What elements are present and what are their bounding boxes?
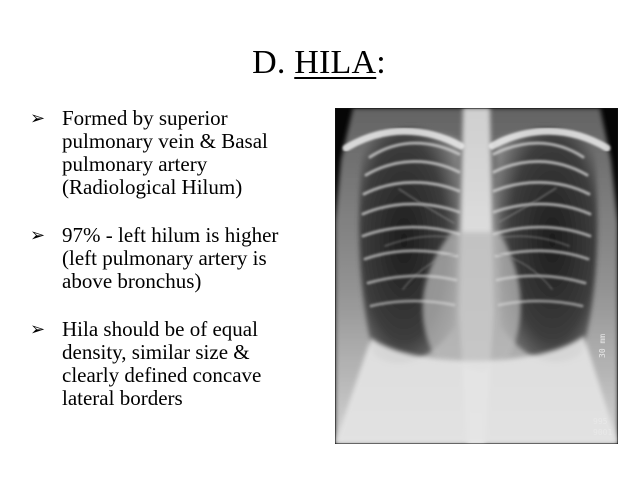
- xray-corner-marker-bottom: 9001: [593, 428, 613, 437]
- bullet-line: density, similar size &: [62, 340, 250, 364]
- bullet-line: 97% - left hilum is higher: [62, 223, 279, 247]
- bullet-line: (Radiological Hilum): [62, 175, 243, 199]
- slide-title: [0, 43, 638, 83]
- bullet-list: [30, 107, 320, 410]
- title-main: HILA: [294, 44, 377, 81]
- bullet-line: Formed by superior: [62, 106, 228, 130]
- xray-corner-marker-top: 995: [593, 417, 608, 426]
- bullet-line: lateral borders: [62, 386, 183, 410]
- bullet-item: [30, 318, 320, 410]
- xray-scale-marker: 30 mm: [598, 333, 607, 358]
- bullet-line: (left pulmonary artery is: [62, 246, 267, 270]
- arrow-bullet-icon: ➢: [30, 319, 46, 340]
- bullet-line: pulmonary vein & Basal: [62, 129, 268, 153]
- title-prefix: D.: [252, 44, 295, 81]
- bullet-line: pulmonary artery: [62, 152, 208, 176]
- title-suffix: :: [376, 44, 386, 81]
- arrow-bullet-icon: ➢: [30, 108, 46, 129]
- bullet-item: [30, 224, 320, 293]
- bullet-line: Hila should be of equal: [62, 317, 258, 341]
- chest-xray-image: [335, 108, 618, 444]
- bullet-item: [30, 107, 320, 199]
- arrow-bullet-icon: ➢: [30, 225, 46, 246]
- bullet-line: clearly defined concave: [62, 363, 262, 387]
- bullet-line: above bronchus): [62, 269, 202, 293]
- chest-xray-drawing: [335, 108, 618, 444]
